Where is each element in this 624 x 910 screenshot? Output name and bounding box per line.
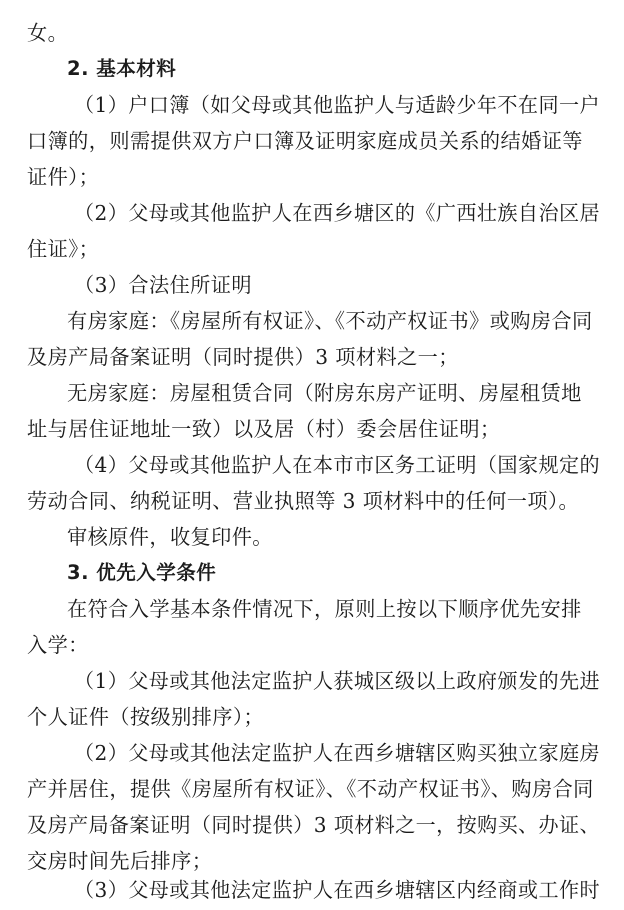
text-line: 证件）；	[27, 165, 100, 189]
text-line: 址与居住证地址一致）以及居（村）委会居住证明；	[27, 417, 501, 441]
text-line: （2）父母或其他法定监护人在西乡塘辖区购买独立家庭房	[74, 741, 600, 765]
text-line: 无房家庭：房屋租赁合同（附房东房产证明、房屋租赁地	[67, 381, 582, 405]
text-line: （2）父母或其他监护人在西乡塘区的《广西壮族自治区居	[74, 201, 600, 225]
section-heading-priority-conditions: 3. 优先入学条件	[67, 561, 217, 584]
text-line: （3）合法住所证明	[74, 273, 252, 297]
text-line: 个人证件（按级别排序）；	[27, 705, 264, 729]
text-line: 审核原件，收复印件。	[67, 525, 273, 549]
text-line: （1）父母或其他法定监护人获城区级以上政府颁发的先进	[74, 669, 600, 693]
text-line: 在符合入学基本条件情况下，原则上按以下顺序优先安排	[67, 597, 582, 621]
text-line: （4）父母或其他监护人在本市市区务工证明（国家规定的	[74, 453, 600, 477]
text-line: 劳动合同、纳税证明、营业执照等 3 项材料中的任何一项）。	[27, 489, 580, 513]
text-line: 入学：	[27, 633, 89, 657]
text-line: 住证》；	[27, 237, 100, 261]
text-line: 女。	[27, 21, 69, 45]
text-line: 及房产局备案证明（同时提供）3 项材料之一；	[27, 345, 459, 369]
section-heading-basic-materials: 2. 基本材料	[67, 57, 177, 80]
text-line: （3）父母或其他法定监护人在西乡塘辖区内经商或工作时	[74, 878, 600, 902]
text-line: 交房时间先后排序；	[27, 849, 213, 873]
text-line: 产并居住，提供《房屋所有权证》、《不动产权证书》、购房合同	[27, 777, 594, 801]
text-line: 口簿的，则需提供双方户口簿及证明家庭成员关系的结婚证等	[27, 129, 583, 153]
text-line: （1）户口簿（如父母或其他监护人与适龄少年不在同一户	[74, 93, 600, 117]
text-line: 有房家庭：《房屋所有权证》、《不动产权证书》或购房合同	[67, 309, 593, 333]
text-line: 及房产局备案证明（同时提供）3 项材料之一，按购买、办证、	[27, 813, 601, 837]
